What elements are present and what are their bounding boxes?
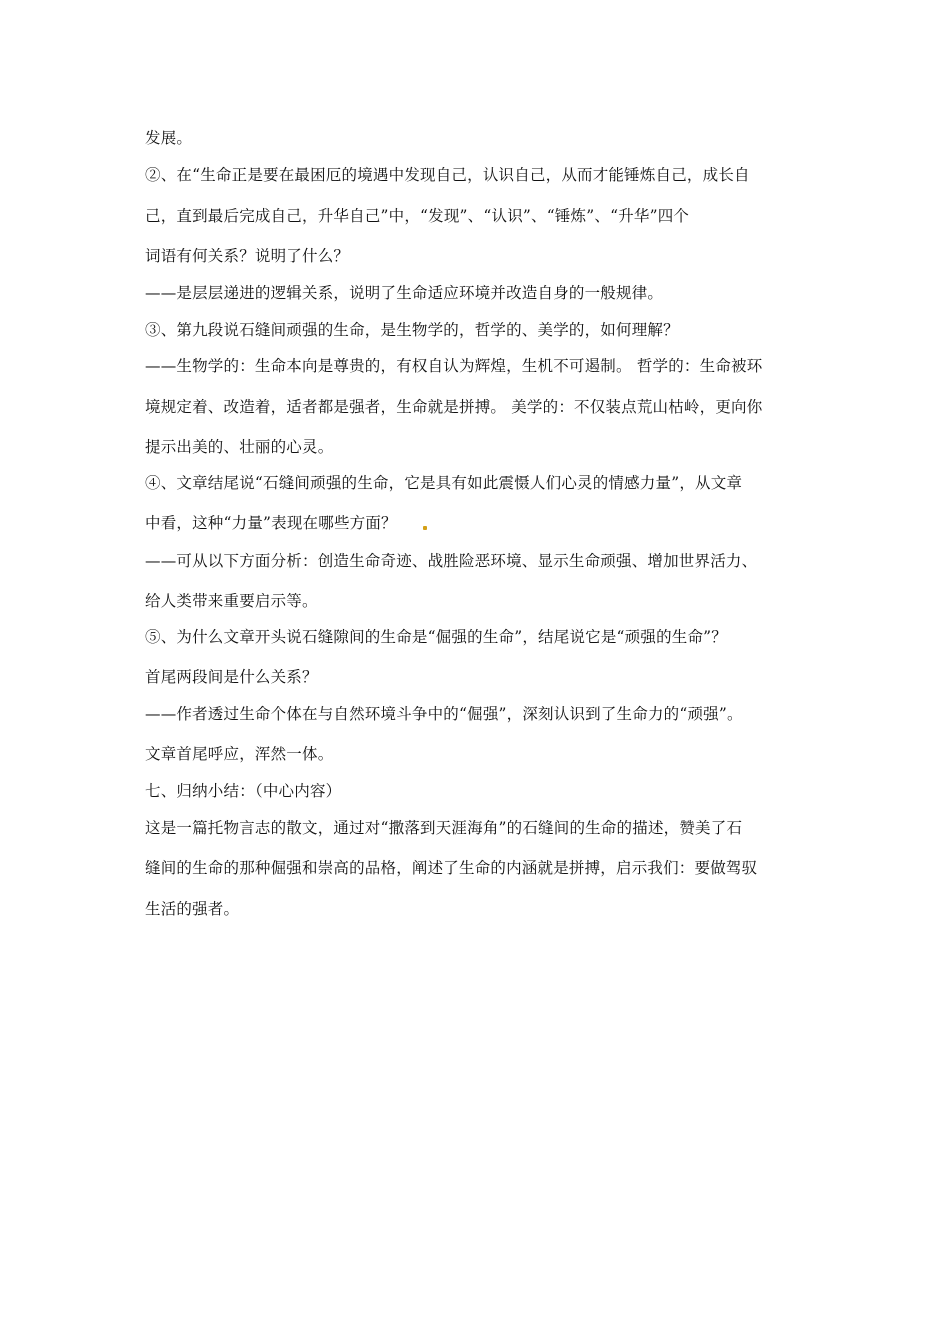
text-line-answer-5-part-1: ——作者透过生命个体在与自然环境斗争中的“倔强”，深刻认识到了生命力的“顽强”。 (145, 705, 743, 723)
text-line-answer-3-part-3: 提示出美的、壮丽的心灵。 (145, 438, 334, 456)
text-line-summary-part-2: 缝间的生命的那种倔强和崇高的品格，阐述了生命的内涵就是拼搏，启示我们：要做驾驭 (145, 859, 758, 877)
text-line-question-5-part-1: ⑤、为什么文章开头说石缝隙间的生命是“倔强的生命”，结尾说它是“顽强的生命”？ (145, 628, 727, 646)
text-line-question-4-part-1: ④、文章结尾说“石缝间顽强的生命，它是具有如此震慑人们心灵的情感力量”，从文章 (145, 474, 743, 492)
text-line-answer-3-part-1: ——生物学的：生命本向是尊贵的，有权自认为辉煌，生机不可遏制。 哲学的：生命被环 (145, 357, 763, 375)
text-line-question-4-part-2-row (145, 513, 427, 533)
text-line-answer-4-part-1: ——可从以下方面分析：创造生命奇迹、战胜险恶环境、显示生命顽强、增加世界活力、 (145, 552, 758, 570)
text-line-question-2-part-1: ②、在“生命正是要在最困厄的境遇中发现自己，认识自己，从而才能锤炼自己，成长自 (145, 166, 750, 184)
text-line-answer-2: ——是层层递进的逻辑关系，说明了生命适应环境并改造自身的一般规律。 (145, 284, 664, 302)
text-line-answer-3-part-2: 境规定着、改造着，适者都是强者，生命就是拼搏。 美学的：不仅装点荒山枯岭，更向你 (145, 398, 763, 416)
text-line-question-3: ③、第九段说石缝间顽强的生命，是生物学的，哲学的、美学的，如何理解？ (145, 321, 679, 339)
text-line-summary-part-3: 生活的强者。 (145, 900, 240, 918)
stray-dot-mark (423, 526, 427, 530)
text-line-answer-4-part-2: 给人类带来重要启示等。 (145, 592, 318, 610)
text-line-question-5-part-2: 首尾两段间是什么关系？ (145, 668, 318, 686)
text-line-answer-5-part-2: 文章首尾呼应，浑然一体。 (145, 745, 334, 763)
text-line-question-4-part-2: 中看，这种“力量”表现在哪些方面？ (145, 514, 397, 532)
text-line-summary-part-1: 这是一篇托物言志的散文，通过对“撒落到天涯海角”的石缝间的生命的描述，赞美了石 (145, 819, 743, 837)
section-heading-summary: 七、归纳小结：（中心内容） (145, 782, 342, 800)
text-line-question-2-part-2: 己，直到最后完成自己，升华自己”中，“发现”、“认识”、“锤炼”、“升华”四个 (145, 207, 690, 225)
text-line-development: 发展。 (145, 129, 193, 147)
text-line-question-2-part-3: 词语有何关系？说明了什么？ (145, 247, 350, 265)
